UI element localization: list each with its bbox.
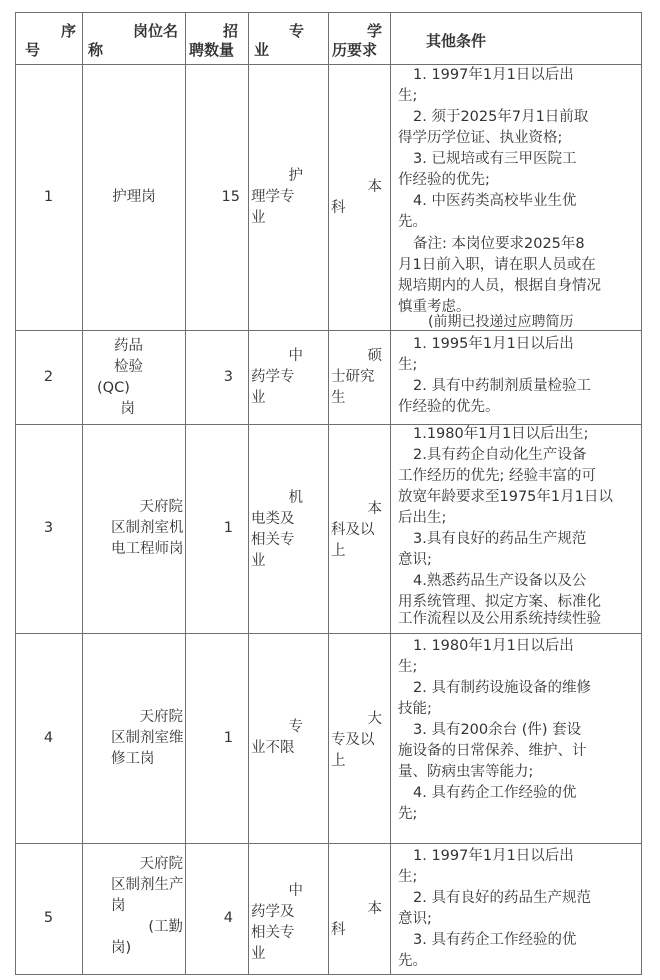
condition-line: 生; [398,357,418,373]
condition-line: 放宽年龄要求至1975年1月1日以 [398,489,613,505]
education-line: 生 [331,390,346,406]
condition-line: 备注: 本岗位要求2025年8 [413,236,585,252]
row-number: 2 [43,369,54,385]
major-line: 业 [251,390,266,406]
position-line: 天府院 [139,709,183,725]
major-line: 业 [251,946,266,962]
major-line: 护 [288,168,303,184]
condition-line: 生; [398,88,418,104]
condition-line: 3. 具有药企工作经验的优 [413,932,577,948]
position-line: 修工岗 [111,751,155,767]
position-line: 岗) [111,940,132,956]
condition-line: 2. 具有制药设施设备的维修 [413,680,591,696]
education-line: 科 [331,922,346,938]
col-divider [185,12,186,975]
header-position-bottom: 称 [88,41,104,59]
condition-line: 2. 须于2025年7月1日前取 [413,109,589,125]
condition-line: 用系统管理、拟定方案、标准化 [398,594,601,610]
education-line: 上 [331,543,346,559]
col-divider [328,12,329,975]
condition-line: 3. 已规培或有三甲医院工 [413,151,577,167]
position-line: 区制剂室维 [111,730,184,746]
condition-line: 后出生; [398,510,447,526]
position-line: 天府院 [139,499,183,515]
position-line: 区制剂生产 [111,877,184,893]
major-line: 电类及 [251,511,295,527]
position-line: 天府院 [139,856,183,872]
condition-line: 2. 具有良好的药品生产规范 [413,890,591,906]
education-line: 本 [367,901,382,917]
recruitment-table [15,12,642,975]
position-line: 检验 [114,359,143,375]
recruit-count: 1 [223,520,233,536]
condition-line: 4.熟悉药品生产设备以及公 [413,573,587,589]
header-education-top: 学 [367,22,383,40]
major-line: 相关专 [251,925,295,941]
recruit-count: 3 [223,369,233,385]
position-name: 护理岗 [112,189,156,205]
education-line: 本 [367,501,382,517]
education-line: 科及以 [331,522,375,538]
major-line: 中 [288,883,303,899]
condition-line: 规培期内的人员，根据自身情况 [398,278,601,294]
condition-line: 1. 1980年1月1日以后出 [413,638,574,654]
condition-line: 慎重考虑。 [398,299,471,315]
major-line: 药学专 [251,369,295,385]
education-line: 本 [367,179,382,195]
condition-line: 先。 [398,214,427,230]
position-line: (QC) [97,380,130,396]
condition-line: 施设备的日常保养、维护、计 [398,743,587,759]
condition-line: 意识; [398,552,432,568]
major-line: 业 [251,553,266,569]
condition-line: 先; [398,806,418,822]
condition-line: 工作流程以及公用系统持续性验 [398,611,601,627]
header-position-top: 岗位名 [132,22,178,40]
row-number: 1 [43,189,54,205]
recruit-count: 1 [223,730,233,746]
header-major-bottom: 业 [254,41,270,59]
major-line: 中 [288,348,303,364]
row-number: 3 [43,520,54,536]
col-divider [82,12,83,975]
major-line: 理学专 [251,189,295,205]
condition-line: 2.具有药企自动化生产设备 [413,447,587,463]
condition-line: 4. 具有药企工作经验的优 [413,785,577,801]
education-line: 硕 [367,348,382,364]
condition-line: 3.具有良好的药品生产规范 [413,531,587,547]
condition-line: 1. 1995年1月1日以后出 [413,336,574,352]
header-conditions: 其他条件 [426,32,487,50]
condition-line: 2. 具有中药制剂质量检验工 [413,378,591,394]
position-line: 区制剂室机 [111,520,184,536]
header-seq-bottom: 号 [25,41,41,59]
education-line: 上 [331,753,346,769]
condition-line: 生; [398,869,418,885]
position-line: 岗 [120,401,135,417]
condition-line: 量、防病虫害等能力; [398,764,534,780]
recruit-count: 4 [223,910,233,926]
major-line: 药学及 [251,904,295,920]
col-divider [15,12,16,975]
education-line: 士研究 [331,369,375,385]
position-line: (工勤 [148,919,183,935]
major-line: 业 [251,210,266,226]
row-number: 4 [43,730,54,746]
condition-line: 1. 1997年1月1日以后出 [413,67,574,83]
education-line: 大 [367,711,382,727]
condition-line: (前期已投递过应聘简历 [428,314,574,330]
header-count-top: 招 [223,22,239,40]
position-line: 岗 [111,898,126,914]
condition-line: 月1日前入职，请在职人员或在 [398,257,596,273]
condition-line: 作经验的优先; [398,172,490,188]
condition-line: 意识; [398,911,432,927]
position-line: 电工程师岗 [111,541,184,557]
education-line: 专及以 [331,732,375,748]
condition-line: 1.1980年1月1日以后出生; [413,426,589,442]
col-divider [390,12,391,975]
condition-line: 工作经历的优先; 经验丰富的可 [398,468,596,484]
header-education-bottom: 历要求 [332,41,378,59]
condition-line: 生; [398,659,418,675]
major-line: 业不限 [251,740,295,756]
major-line: 机 [288,490,303,506]
header-major-top: 专 [289,22,305,40]
major-line: 专 [288,719,303,735]
header-seq-top: 序 [60,22,76,40]
condition-line: 得学历学位证、执业资格; [398,130,563,146]
condition-line: 作经验的优先。 [398,399,500,415]
header-count-bottom: 聘数量 [189,41,235,59]
condition-line: 1. 1997年1月1日以后出 [413,848,574,864]
education-line: 科 [331,200,346,216]
condition-line: 3. 具有200余台 (件) 套设 [413,722,582,738]
table-border-right [641,12,642,975]
row-number: 5 [43,910,54,926]
col-divider [248,12,249,975]
recruit-count: 15 [221,189,240,205]
condition-line: 4. 中医药类高校毕业生优 [413,193,577,209]
condition-line: 技能; [398,701,432,717]
major-line: 相关专 [251,532,295,548]
position-line: 药品 [114,338,143,354]
condition-line: 先。 [398,953,427,969]
